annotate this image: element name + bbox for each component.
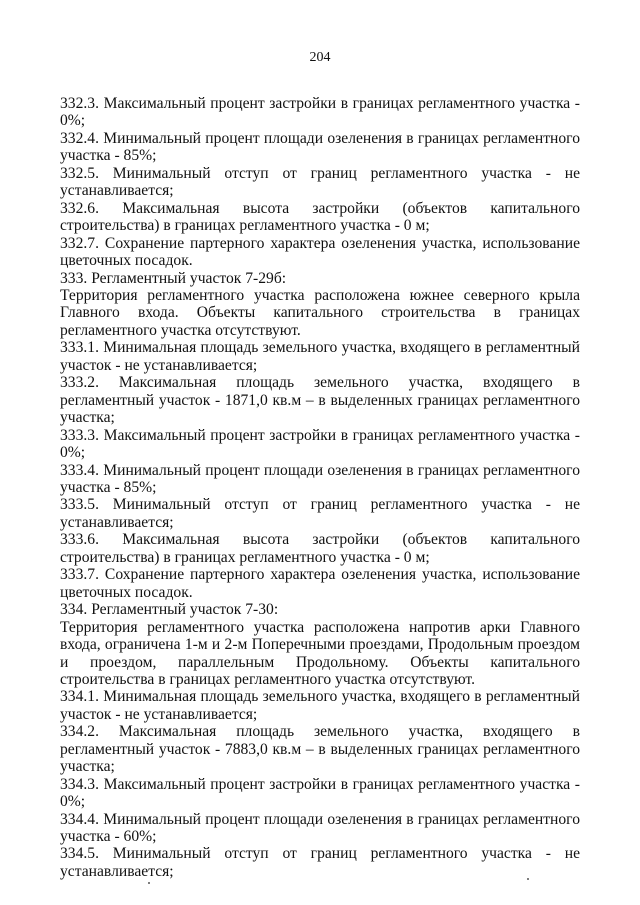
scan-speck	[527, 878, 529, 880]
paragraph-334-3: 334.3. Максимальный процент застройки в границах регламентного участка - 0%;	[60, 775, 580, 811]
paragraph-334-4: 334.4. Минимальный процент площади озеленения в границах регламентного участка - 60%;	[60, 810, 580, 846]
scan-speck	[148, 882, 150, 884]
paragraph-333-description: Территория регламентного участка расположена южнее северного крыла Главного входа. Объекты капитального строительства в границах регламентного участка отсутствуют.	[60, 286, 580, 339]
paragraph-334-description: Территория регламентного участка расположена напротив арки Главного входа, ограничена 1-м и 2-м Поперечными проездами, Продольным проездом и проездом, параллельным Продольному. Объекты капитального строительства в границах регламентного участка отсутствуют.	[60, 618, 580, 688]
page-number: 204	[309, 50, 331, 65]
paragraph-332-7: 332.7. Сохранение партерного характера озеленения участка, использование цветочных посадок.	[60, 234, 580, 270]
section-heading-333: 333. Регламентный участок 7-29б:	[60, 269, 287, 287]
paragraph-334-2: 334.2. Максимальная площадь земельного участка, входящего в регламентный участок - 7883,0 кв.м – в выделенных границах регламентного участка;	[60, 723, 580, 776]
paragraph-334-1: 334.1. Минимальная площадь земельного участка, входящего в регламентный участок - не устанавливается;	[60, 688, 580, 723]
paragraph-332-5: 332.5. Минимальный отступ от границ регламентного участка - не устанавливается;	[60, 164, 580, 200]
paragraph-333-7: 333.7. Сохранение партерного характера озеленения участка, использование цветочных посадок.	[60, 566, 580, 601]
paragraph-332-3: 332.3. Максимальный процент застройки в границах регламентного участка - 0%;	[60, 95, 580, 130]
paragraph-333-6: 333.6. Максимальная высота застройки (объектов капитального строительства) в границах регламентного участка - 0 м;	[60, 531, 580, 566]
paragraph-333-4: 333.4. Минимальный процент площади озеленения в границах регламентного участка - 85%;	[60, 461, 580, 496]
paragraph-332-4: 332.4. Минимальный процент площади озеленения в границах регламентного участка - 85%;	[60, 129, 580, 165]
document-body	[60, 95, 580, 880]
paragraph-333-5: 333.5. Минимальный отступ от границ регламентного участка - не устанавливается;	[60, 496, 580, 531]
paragraph-333-3: 333.3. Максимальный процент застройки в границах регламентного участка - 0%;	[60, 426, 580, 462]
paragraph-333-1: 333.1. Минимальная площадь земельного участка, входящего в регламентный участок - не устанавливается;	[60, 339, 580, 374]
paragraph-332-6: 332.6. Максимальная высота застройки (объектов капитального строительства) в границах регламентного участка - 0 м;	[60, 199, 580, 235]
paragraph-334-5: 334.5. Минимальный отступ от границ регламентного участка - не устанавливается;	[60, 845, 580, 880]
section-heading-334: 334. Регламентный участок 7-30:	[60, 601, 279, 619]
paragraph-333-2: 333.2. Максимальная площадь земельного участка, входящего в регламентный участок - 1871,0 кв.м – в выделенных границах регламентного участка;	[60, 374, 580, 427]
